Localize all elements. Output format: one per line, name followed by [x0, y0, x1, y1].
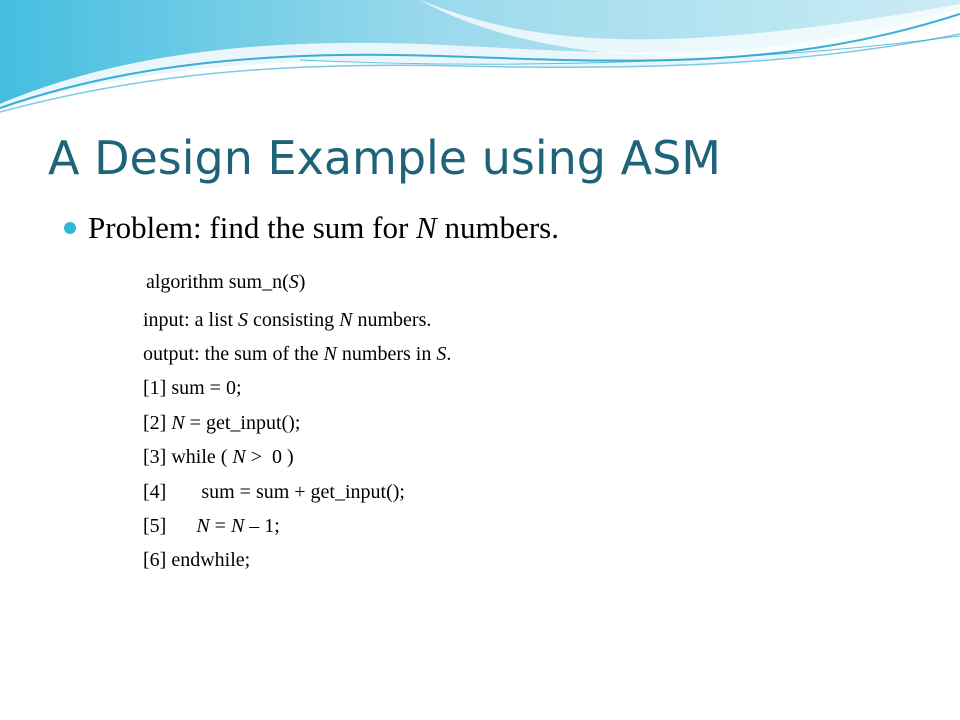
code-text: output: the sum of the [143, 343, 324, 365]
code-variable: N [339, 309, 353, 331]
code-variable: N [171, 412, 185, 434]
code-line [146, 270, 305, 294]
bullet-text-part: numbers. [436, 210, 559, 245]
code-text: ) [298, 271, 306, 293]
code-text: . [446, 343, 452, 365]
code-text: consisting [248, 309, 340, 331]
code-line [143, 308, 431, 332]
code-text: [1] sum = 0; [143, 377, 242, 399]
code-text: input: a list [143, 309, 238, 331]
code-text: algorithm sum_n( [146, 271, 289, 293]
code-line [143, 376, 242, 400]
code-text: = [209, 515, 231, 537]
code-text: [6] endwhile; [143, 549, 251, 571]
code-variable: N [232, 446, 246, 468]
code-variable: S [238, 309, 248, 331]
bullet-text [88, 208, 559, 248]
code-variable: S [436, 343, 447, 365]
code-text: = get_input(); [184, 412, 301, 434]
code-line [143, 514, 280, 538]
code-line [143, 445, 294, 469]
code-variable: N [196, 515, 210, 537]
bullet-item [64, 208, 559, 248]
decorative-wave-header [0, 0, 960, 130]
code-text: [3] while ( [143, 446, 233, 468]
code-text: > 0 ) [245, 446, 294, 468]
code-line [143, 548, 250, 572]
bullet-text-italic: N [416, 210, 437, 245]
code-variable: N [323, 343, 337, 365]
bullet-dot-icon [64, 222, 76, 234]
code-text: numbers in [336, 343, 437, 365]
code-text: [2] [143, 412, 172, 434]
code-line [143, 342, 451, 366]
code-text: numbers. [352, 309, 432, 331]
code-text: – 1; [244, 515, 280, 537]
slide-title: A Design Example using ASM [48, 131, 721, 185]
code-variable: S [288, 271, 299, 293]
code-line [143, 480, 405, 504]
code-variable: N [230, 515, 245, 537]
code-text: [4] sum = sum + get_input(); [143, 481, 405, 503]
code-line [143, 411, 300, 435]
code-text: [5] [143, 515, 197, 537]
bullet-text-part: Problem: find the sum for [88, 210, 417, 245]
